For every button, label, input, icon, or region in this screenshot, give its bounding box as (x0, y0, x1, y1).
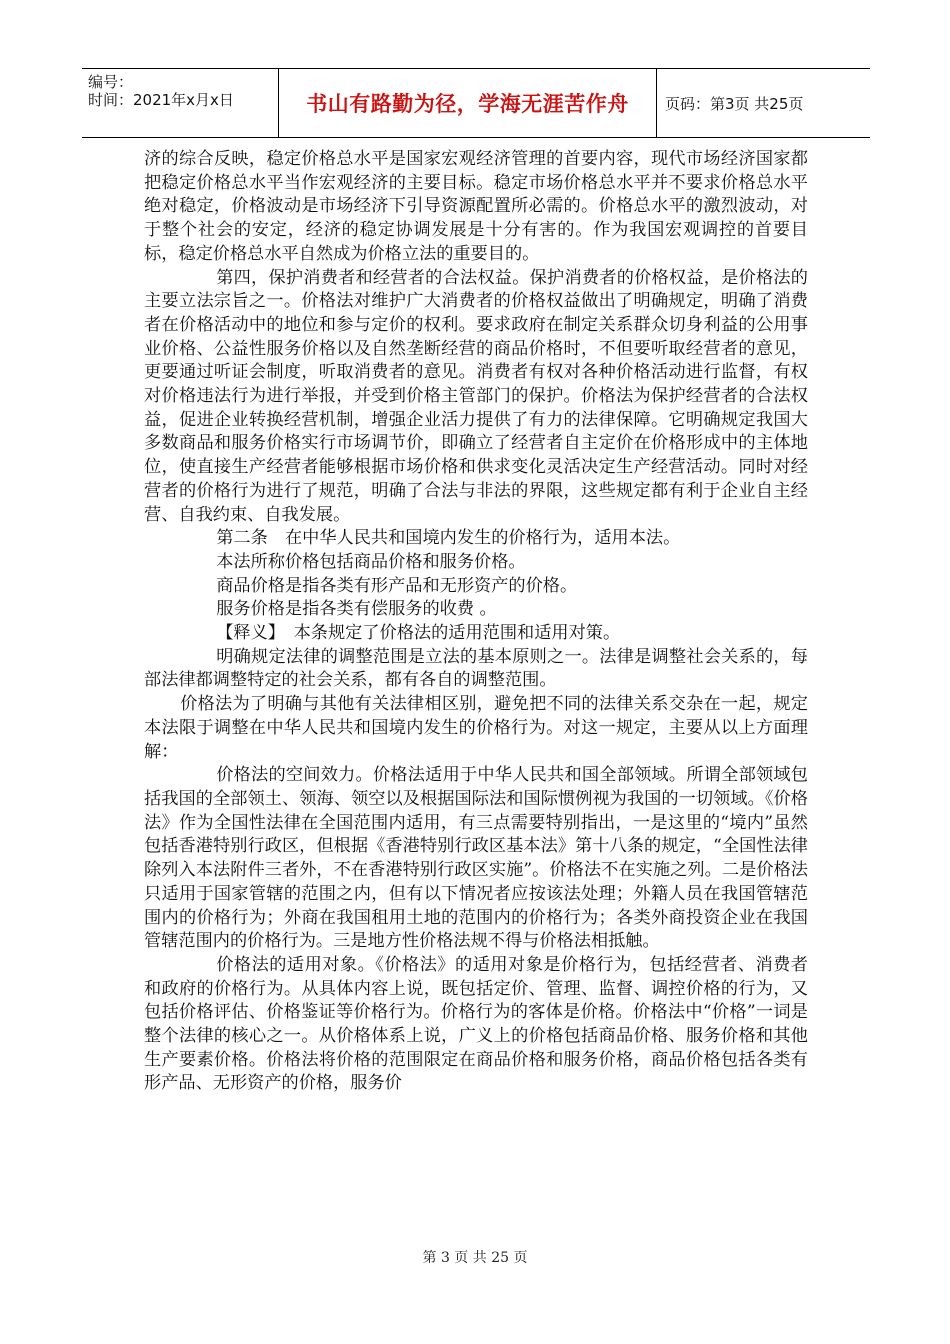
paragraph: 价格法的空间效力。价格法适用于中华人民共和国全部领域。所谓全部领域包括我国的全部领土、领海、领空以及根据国际法和国际惯例视为我国的一切领域。《价格法》作为全国性法律在全国范围内适用，有三点需要特别指出，一是这里的“境内”虽然包括香港特别行政区，但根据《香港特别行政区基本法》第十八条的规定，“全国性法律除列入本法附件三者外，不在香港特别行政区实施”。价格法不在实施之列。二是价格法只适用于国家管辖的范围之内，但有以下情况者应按该法处理；外籍人员在我国管辖范围内的价格行为；外商在我国租用土地的范围内的价格行为；各类外商投资企业在我国管辖范围内的价格行为。三是地方性价格法规不得与价格法相抵触。 (144, 765, 808, 952)
time-label: 时间：2021年x月x日 (88, 91, 234, 109)
header-meta (88, 69, 278, 137)
article-text: 商品价格是指各类有形产品和无形资产的价格。 (216, 575, 578, 596)
header-motto: 书山有路勤为径，学海无涯苦作舟 (306, 92, 629, 116)
paragraph: 第四，保护消费者和经营者的合法权益。保护消费者的价格权益，是价格法的主要立法宗旨之一。价格法对维护广大消费者的价格权益做出了明确规定，明确了消费者在价格活动中的地位和参与定价的权利。要求政府在制定关系群众切身利益的公用事业价格、公益性服务价格以及自然垄断经营的商品价格时，不但要听取经营者的意见，更要通过听证会制度，听取消费者的意见。消费者有权对各种价格活动进行监督，有权对价格违法行为进行举报，并受到价格主管部门的保护。价格法为保护经营者的合法权益，促进企业转换经营机制，增强企业活力提供了有力的法律保障。它明确规定我国大多数商品和服务价格实行市场调节价，即确立了经营者自主定价在价格形成中的主体地位，使直接生产经营者能够根据市场价格和供求变化灵活决定生产经营活动。同时对经营者的价格行为进行了规范，明确了合法与非法的界限，这些规定都有利于企业自主经营、自我约束、自我发展。 (144, 267, 808, 525)
header-page-number: 页码：第3页 共25页 (665, 94, 804, 113)
interpretation-heading: 【释义】 本条规定了价格法的适用范围和适用对策。 (216, 623, 621, 644)
serial-label: 编号： (88, 73, 134, 91)
article-text: 服务价格是指各类有偿服务的收费 。 (216, 599, 497, 620)
paragraph: 价格法为了明确与其他有关法律相区别，避免把不同的法律关系交杂在一起，规定本法限于调整在中华人民共和国境内发生的价格行为。对这一规定，主要从以上方面理解： (144, 694, 808, 762)
paragraph: 价格法的适用对象。《价格法》的适用对象是价格行为，包括经营者、消费者和政府的价格行为。从具体内容上说，既包括定价、管理、监督、调控价格的行为，又包括价格评估、价格鉴证等价格行为。价格行为的客体是价格。价格法中“价格”一词是整个法律的核心之一。从价格体系上说，广义上的价格包括商品价格、服务价格和其他生产要素价格。价格法将价格的范围限定在商品价格和服务价格，商品价格包括各类有形产品、无形资产的价格，服务价 (144, 954, 808, 1094)
paragraph: 明确规定法律的调整范围是立法的基本原则之一。法律是调整社会关系的，每部法律都调整特定的社会关系，都有各自的调整范围。 (144, 646, 808, 691)
page-header (82, 68, 870, 138)
article-text: 本法所称价格包括商品价格和服务价格。 (216, 551, 526, 572)
document-body (144, 148, 808, 1096)
page-footer: 第 3 页 共 25 页 (422, 1250, 528, 1266)
paragraph: 济的综合反映，稳定价格总水平是国家宏观经济管理的首要内容，现代市场经济国家都把稳定价格总水平当作宏观经济的主要目标。稳定市场价格总水平并不要求价格总水平绝对稳定，价格波动是市场经济下引导资源配置所必需的。价格总水平的激烈波动，对于整个社会的安定，经济的稳定协调发展是十分有害的。作为我国宏观调控的首要目标，稳定价格总水平自然成为价格立法的重要目的。 (144, 149, 808, 264)
article-text: 第二条 在中华人民共和国境内发生的价格行为，适用本法。 (216, 528, 681, 549)
